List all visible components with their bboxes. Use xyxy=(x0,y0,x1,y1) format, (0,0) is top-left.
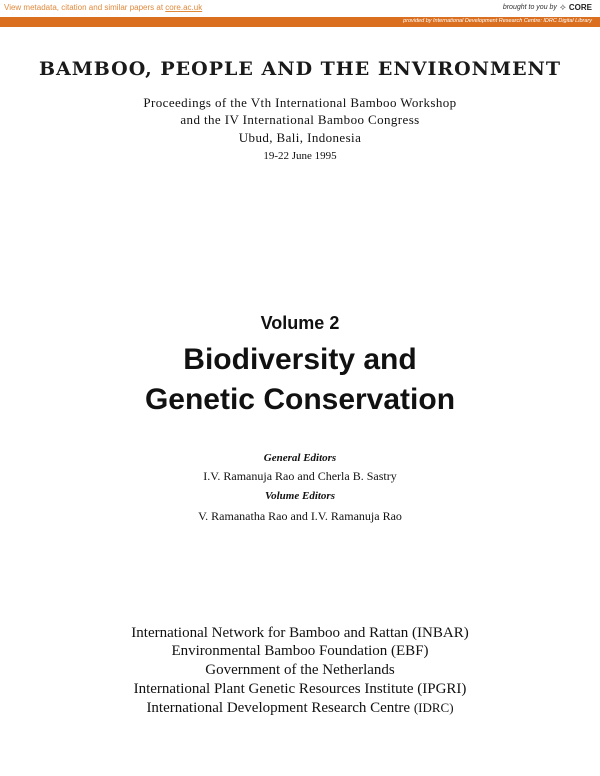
core-logo-icon: ⟡ xyxy=(559,2,566,12)
metadata-notice-text: View metadata, citation and similar papers at xyxy=(4,3,166,12)
general-editors-label: General Editors xyxy=(263,452,337,464)
volume-number: Volume 2 xyxy=(260,313,340,333)
location: Ubud, Bali, Indonesia xyxy=(238,130,362,145)
core-header-bar xyxy=(0,0,600,17)
volume-editors-label: Volume Editors xyxy=(265,490,335,502)
organization-netherlands: Government of the Netherlands xyxy=(205,662,395,678)
organization-inbar: International Network for Bamboo and Rattan (INBAR) xyxy=(131,625,469,641)
dates: 19-22 June 1995 xyxy=(263,150,337,162)
proceedings-line-2: and the IV International Bamboo Congress xyxy=(180,112,420,127)
metadata-notice xyxy=(4,3,202,12)
brought-by[interactable] xyxy=(503,2,592,13)
brought-by-text: brought to you by xyxy=(502,4,557,11)
core-link[interactable]: core.ac.uk xyxy=(165,3,203,12)
organization-idrc-name: International Development Research Centre xyxy=(146,700,411,716)
provided-by-text[interactable]: provided by International Development Research Centre: IDRC Digital Library xyxy=(403,18,592,24)
organization-ipgri: International Plant Genetic Resources Institute (IPGRI) xyxy=(133,681,467,697)
organization-idrc xyxy=(0,698,600,718)
organization-ebf: Environmental Bamboo Foundation (EBF) xyxy=(171,643,429,659)
main-title: BAMBOO, PEOPLE AND THE ENVIRONMENT xyxy=(38,58,562,80)
subtitle-line-2: Genetic Conservation xyxy=(144,383,456,416)
organization-idrc-abbr: (IDRC) xyxy=(413,700,454,715)
subtitle-line-1: Biodiversity and xyxy=(183,343,417,376)
volume-editors-names: V. Ramanatha Rao and I.V. Ramanuja Rao xyxy=(198,509,402,523)
proceedings-line-1: Proceedings of the Vth International Bamboo Workshop xyxy=(143,95,457,110)
general-editors-names: I.V. Ramanuja Rao and Cherla B. Sastry xyxy=(203,469,397,483)
provider-bar xyxy=(0,17,600,27)
core-label: CORE xyxy=(568,3,592,12)
